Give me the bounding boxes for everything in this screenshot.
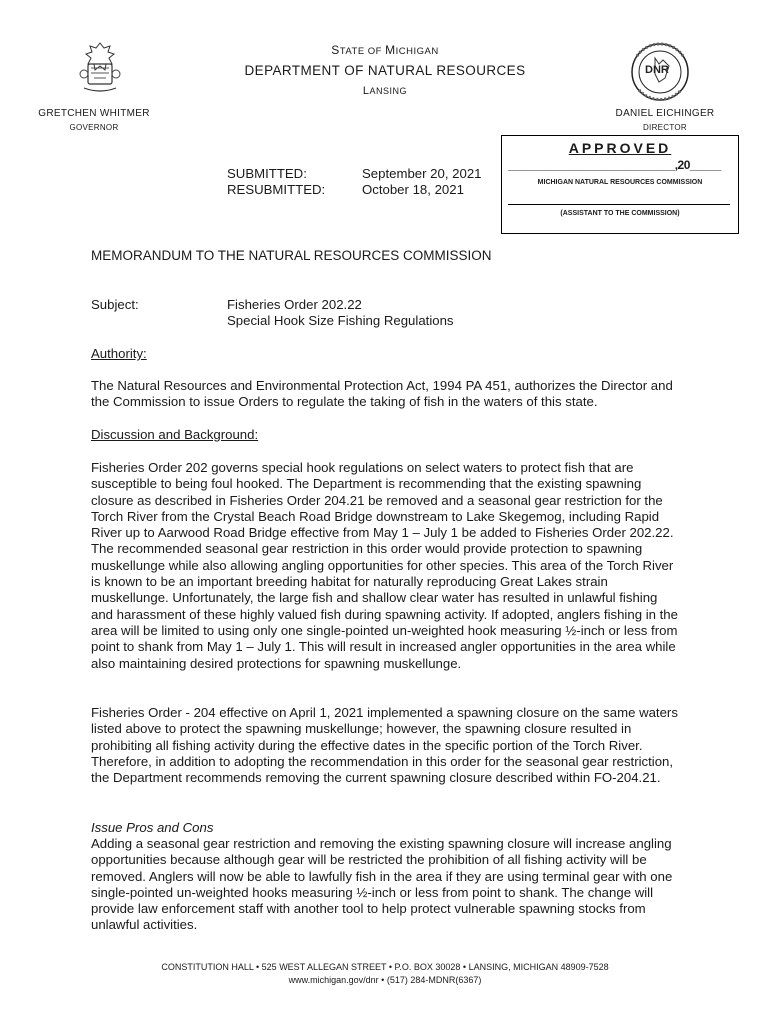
pros-cons-heading: Issue Pros and Cons [91, 820, 214, 835]
state-heading-m: M [385, 43, 396, 57]
city-first-letter: L [362, 85, 370, 97]
authority-heading: Authority: [91, 346, 147, 361]
state-heading-rest: TATE OF [339, 46, 386, 57]
footer-address: CONSTITUTION HALL • 525 WEST ALLEGAN STREET • P.O. BOX 30028 • LANSING, MICHIGAN 48909-7528 [161, 962, 609, 972]
discussion-heading: Discussion and Background: [91, 427, 259, 442]
discussion-paragraph-2: Fisheries Order - 204 effective on April 1, 2021 implemented a spawning closure on the same waters listed above to protect the spawning muskellunge; however, the spawning closure resulted in prohibiting all fishing activity during the effective dates in the specific portion of the Torch River. Therefore, in addition to adopting the recommendation in this order for the seasonal gear restriction, the Department recommends removing the current spawning closure described within FO-204.21. [91, 705, 678, 786]
state-heading-s: S [331, 43, 340, 57]
submitted-date: September 20, 2021 [362, 166, 482, 181]
approved-title: APPROVED [568, 140, 672, 156]
city-heading [0, 85, 770, 97]
governor-title: GOVERNOR [69, 123, 119, 132]
subject-line-2: Special Hook Size Fishing Regulations [227, 313, 454, 328]
department-heading: DEPARTMENT OF NATURAL RESOURCES [244, 63, 526, 78]
dnr-seal-label: DNR [645, 64, 669, 76]
approval-assistant: (ASSISTANT TO THE COMMISSION) [560, 210, 680, 217]
approval-signature-line [508, 204, 730, 205]
approval-commission: MICHIGAN NATURAL RESOURCES COMMISSION [537, 179, 703, 186]
footer-contact: www.michigan.gov/dnr • (517) 284-MDNR(6367) [288, 975, 482, 985]
pros-cons-text: Adding a seasonal gear restriction and removing the existing spawning closure will increase angling opportunities because although gear will be restricted the prohibition of all fishing activity will be removed. Anglers will now be able to lawfully fish in the area if they are using terminal gear with one single-pointed un-weighted hooks measuring ½-inch or less from point to shank. The change will provide law enforcement staff with another tool to help protect vulnerable spawning stocks from unlawful activities. [91, 836, 673, 933]
state-heading [0, 43, 770, 57]
submitted-label: SUBMITTED: [227, 166, 307, 181]
city-rest: ANSING [369, 86, 408, 96]
state-heading-rest2: ICHIGAN [395, 46, 439, 57]
approval-year-line: ___________________________,20_____ [508, 158, 721, 172]
discussion-paragraph-1: Fisheries Order 202 governs special hook regulations on select waters to protect fish that are susceptible to being foul hooked. The Department is recommending that the existing spawning closure as described in Fisheries Order 204.21 be removed and a seasonal gear restriction for the Torch River from the Crystal Beach Road Bridge downstream to Lake Skegemog, including Rapid River up to Aarwood Road Bridge effective from May 1 – July 1 be added to Fisheries Order 202.22. The recommended seasonal gear restriction in this order would provide protection to spawning muskellunge while also allowing angling opportunities for other species. This area of the Torch River is known to be an important breeding habitat for naturally reproducing Great Lakes strain muskellunge. Unfortunately, the large fish and shallow clear water has resulted in unlawful fishing and harassment of these highly valued fish during spawning activity. If adopted, anglers fishing in the area will be limited to using only one single-pointed un-weighted hook measuring ½-inch or less from point to shank from May 1 – July 1. This will result in increased angler opportunities in the area while also maintaining desired protections for spawning muskellunge. [91, 460, 678, 671]
governor-name: GRETCHEN WHITMER [38, 108, 150, 119]
director-title: DIRECTOR [642, 123, 688, 132]
director-name: DANIEL EICHINGER [615, 108, 715, 119]
authority-text: The Natural Resources and Environmental Protection Act, 1994 PA 451, authorizes the Director and the Commission to issue Orders to regulate the taking of fish in the waters of this state. [91, 378, 673, 410]
subject-line-1: Fisheries Order 202.22 [227, 297, 362, 312]
resubmitted-date: October 18, 2021 [362, 182, 464, 197]
subject-label: Subject: [91, 297, 139, 312]
resubmitted-label: RESUBMITTED: [227, 182, 326, 197]
approval-box [501, 135, 739, 234]
memo-title: MEMORANDUM TO THE NATURAL RESOURCES COMMISSION [91, 248, 492, 263]
